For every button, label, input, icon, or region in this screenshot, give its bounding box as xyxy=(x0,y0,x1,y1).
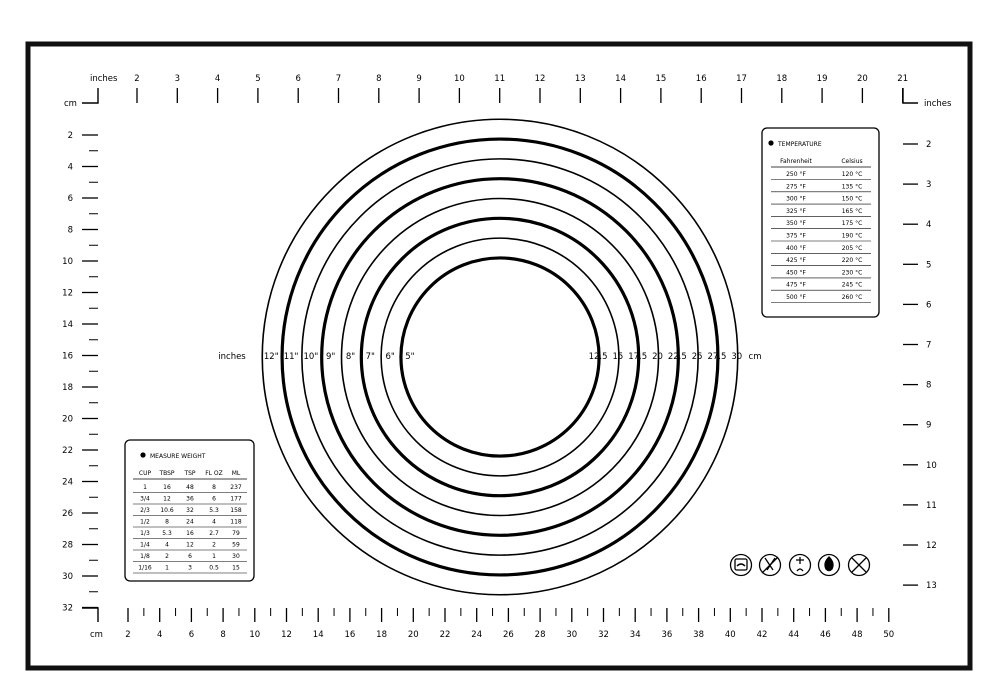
left-ruler-label: 28 xyxy=(62,540,73,551)
left-unit-label: cm xyxy=(64,99,77,109)
measure-cell: 36 xyxy=(186,495,194,503)
top-ruler-label: 10 xyxy=(453,74,465,84)
right-ruler-label: 6 xyxy=(926,300,932,311)
measure-cell: 1/2 xyxy=(140,518,150,526)
measure-cell: 6 xyxy=(212,495,216,503)
bottom-ruler-label: 36 xyxy=(661,630,673,640)
measure-cell: 3/4 xyxy=(140,495,150,503)
temperature-celsius: 190 °C xyxy=(841,232,863,240)
measure-cell: 15 xyxy=(232,564,240,572)
measure-cell: 79 xyxy=(232,530,240,537)
left-ruler-label: 18 xyxy=(62,383,73,393)
top-ruler-label: 11 xyxy=(494,74,506,84)
measure-cell: 12 xyxy=(186,541,194,549)
measure-cell: 177 xyxy=(230,495,242,503)
measure-cell: 2 xyxy=(212,541,216,549)
temperature-celsius: 135 °C xyxy=(841,183,863,191)
circle-cm-label: 27.5 xyxy=(707,352,727,362)
top-ruler-label: 14 xyxy=(615,74,627,84)
temperature-fahrenheit: 300 °F xyxy=(786,195,806,203)
right-ruler-label: 7 xyxy=(926,340,932,351)
temperature-fahrenheit: 425 °F xyxy=(786,257,806,265)
measure-cell: 12 xyxy=(163,495,171,503)
top-ruler-label: 18 xyxy=(776,74,788,84)
left-ruler-label: 2 xyxy=(67,131,73,141)
right-ruler-label: 3 xyxy=(926,180,932,191)
left-ruler-label: 30 xyxy=(62,572,73,582)
left-ruler-label: 24 xyxy=(62,477,73,488)
circle-inch-label: 11" xyxy=(283,352,299,362)
measure-cell: 16 xyxy=(163,484,171,491)
measure-cell: 158 xyxy=(230,507,242,514)
left-ruler-label: 10 xyxy=(62,257,73,267)
top-ruler-label: 7 xyxy=(335,74,342,84)
measure-cell: 2 xyxy=(165,553,169,560)
bottom-ruler-label: 42 xyxy=(756,630,768,640)
temperature-celsius: 150 °C xyxy=(841,195,863,203)
temperature-fahrenheit: 325 °F xyxy=(786,207,806,215)
bottom-ruler-label: 40 xyxy=(724,630,736,640)
left-ruler-label: 16 xyxy=(62,351,73,362)
top-ruler-label: 16 xyxy=(695,74,707,84)
bottom-ruler-label: 34 xyxy=(629,630,641,640)
temperature-celsius: 260 °C xyxy=(841,294,863,301)
bottom-ruler-label: 48 xyxy=(851,630,863,640)
circle-inch-label: 12" xyxy=(263,352,279,362)
temperature-fahrenheit: 350 °F xyxy=(786,220,806,228)
temperature-celsius: 120 °C xyxy=(841,171,863,178)
top-ruler-label: 9 xyxy=(416,74,422,84)
bottom-ruler-label: 38 xyxy=(693,630,705,640)
temperature-header: Celsius xyxy=(841,158,863,165)
measure-cell: 59 xyxy=(232,541,240,549)
top-ruler-label: 6 xyxy=(295,74,301,84)
measure-cell: 32 xyxy=(186,507,194,514)
measure-cell: 1/3 xyxy=(140,530,150,537)
measure-header: TSP xyxy=(184,470,196,477)
bottom-ruler-label: 14 xyxy=(312,630,324,640)
measure-cell: 1/8 xyxy=(140,553,150,560)
bottom-ruler-label: 20 xyxy=(407,630,419,640)
temperature-fahrenheit: 500 °F xyxy=(786,294,806,301)
left-ruler-label: 20 xyxy=(62,414,73,425)
temperature-fahrenheit: 475 °F xyxy=(786,281,806,289)
measure-cell: 1 xyxy=(143,484,147,491)
measure-bullet-icon xyxy=(140,452,145,457)
circle-inch-label: 10" xyxy=(303,352,319,362)
bottom-ruler-label: 6 xyxy=(188,630,195,640)
bottom-ruler-label: 2 xyxy=(125,630,131,640)
left-ruler-label: 14 xyxy=(62,320,73,330)
bottom-ruler-label: 12 xyxy=(281,630,292,640)
top-ruler-label: 2 xyxy=(134,74,140,84)
temperature-celsius: 230 °C xyxy=(841,269,863,277)
bottom-ruler-label: 4 xyxy=(156,630,163,640)
measure-cell: 4 xyxy=(165,541,169,549)
temperature-celsius: 220 °C xyxy=(841,257,863,265)
top-unit-label: inches xyxy=(90,74,118,84)
measure-cell: 1/4 xyxy=(140,541,150,549)
measure-header: CUP xyxy=(138,470,152,477)
top-ruler-label: 5 xyxy=(255,74,261,84)
circle-inches-unit: inches xyxy=(218,352,246,362)
bottom-ruler-label: 8 xyxy=(220,630,226,640)
measure-cell: 3 xyxy=(188,564,192,572)
left-ruler-label: 12 xyxy=(62,288,73,299)
measure-cell: 2.7 xyxy=(209,530,219,537)
measure-cell: 5.3 xyxy=(162,530,172,537)
circle-cm-label: 30 xyxy=(731,352,743,362)
bottom-ruler-label: 32 xyxy=(598,630,609,640)
left-ruler-label: 8 xyxy=(67,225,73,236)
measure-cell: 30 xyxy=(232,553,240,560)
measure-header: FL OZ xyxy=(205,470,223,477)
bottom-ruler-label: 24 xyxy=(471,630,483,640)
top-ruler-label: 15 xyxy=(655,74,667,84)
bottom-ruler-label: 16 xyxy=(344,630,356,640)
temperature-celsius: 165 °C xyxy=(841,207,863,215)
bottom-ruler-label: 28 xyxy=(534,630,546,640)
bottom-ruler-label: 18 xyxy=(376,630,388,640)
measure-header: TBSP xyxy=(159,470,175,477)
temperature-celsius: 205 °C xyxy=(841,244,863,252)
left-ruler-label: 22 xyxy=(62,446,73,456)
top-ruler-label: 20 xyxy=(856,74,868,84)
circle-cm-label: 15 xyxy=(612,352,624,362)
top-ruler-label: 4 xyxy=(214,74,221,84)
right-unit-label: inches xyxy=(924,99,952,109)
temperature-fahrenheit: 250 °F xyxy=(786,171,806,178)
measure-cell: 8 xyxy=(212,484,216,491)
temperature-fahrenheit: 275 °F xyxy=(786,183,806,191)
temperature-celsius: 175 °C xyxy=(841,220,863,228)
circle-cm-label: 25 xyxy=(691,352,703,362)
measure-cell: 2/3 xyxy=(140,507,150,514)
circle-inch-label: 7" xyxy=(365,352,375,362)
bottom-ruler-label: 46 xyxy=(819,630,831,640)
circle-cm-label: 12.5 xyxy=(588,352,608,362)
measure-cell: 10.6 xyxy=(160,507,174,514)
left-ruler-label: 32 xyxy=(62,603,73,614)
top-ruler-label: 13 xyxy=(574,74,586,84)
top-ruler-label: 17 xyxy=(736,74,747,84)
circle-inch-label: 8" xyxy=(345,352,356,362)
temperature-header: Fahrenheit xyxy=(780,158,812,165)
measure-cell: 16 xyxy=(186,530,194,537)
measure-cell: 0.5 xyxy=(209,564,219,572)
temperature-fahrenheit: 400 °F xyxy=(786,244,806,252)
right-ruler-label: 8 xyxy=(926,380,932,391)
temperature-bullet-icon xyxy=(768,140,773,145)
measure-weight-table xyxy=(125,440,254,581)
measure-cell: 5.3 xyxy=(209,507,219,514)
measure-cell: 6 xyxy=(188,553,192,560)
top-ruler-label: 3 xyxy=(174,74,181,84)
right-ruler-label: 10 xyxy=(926,460,937,471)
bottom-ruler-label: 50 xyxy=(883,630,895,640)
top-ruler-label: 12 xyxy=(534,74,546,84)
measure-cell: 1 xyxy=(212,553,216,560)
top-ruler-label: 8 xyxy=(376,74,382,84)
measure-cell: 4 xyxy=(212,518,216,526)
bottom-ruler-label: 22 xyxy=(439,630,451,640)
measure-cell: 24 xyxy=(186,518,194,526)
temperature-fahrenheit: 450 °F xyxy=(786,269,806,277)
bottom-unit-label: cm xyxy=(90,630,103,640)
circle-inch-label: 5" xyxy=(405,352,415,362)
left-ruler-label: 26 xyxy=(62,509,73,519)
measure-cell: 1 xyxy=(165,564,169,572)
top-ruler-label: 19 xyxy=(816,74,828,84)
right-ruler-label: 4 xyxy=(926,220,932,231)
bottom-ruler-label: 30 xyxy=(566,630,578,640)
measure-header: ML xyxy=(231,470,241,477)
bottom-ruler-label: 26 xyxy=(502,630,514,640)
measure-cell: 48 xyxy=(186,484,194,491)
measure-cell: 118 xyxy=(230,518,242,526)
measure-title: MEASURE WEIGHT xyxy=(150,453,206,460)
right-ruler-label: 11 xyxy=(926,500,937,511)
left-ruler-label: 6 xyxy=(67,194,73,204)
circle-inch-label: 9" xyxy=(326,352,336,362)
right-ruler-label: 13 xyxy=(926,581,937,592)
top-ruler-label: 21 xyxy=(897,74,909,84)
circle-cm-unit: cm xyxy=(748,352,762,362)
circle-cm-label: 22.5 xyxy=(667,352,687,362)
temperature-table xyxy=(762,128,879,317)
left-ruler-label: 4 xyxy=(67,162,73,173)
measure-cell: 1/16 xyxy=(138,564,152,572)
circle-inch-label: 6" xyxy=(385,352,395,362)
measure-cell: 8 xyxy=(165,518,169,526)
temperature-title: TEMPERATURE xyxy=(778,141,822,148)
temperature-fahrenheit: 375 °F xyxy=(786,232,806,240)
bottom-ruler-label: 44 xyxy=(788,630,800,640)
measure-cell: 237 xyxy=(230,484,242,491)
circle-cm-label: 17.5 xyxy=(628,352,648,362)
right-ruler-label: 5 xyxy=(926,260,932,271)
right-ruler-label: 9 xyxy=(926,420,932,431)
bottom-ruler-label: 10 xyxy=(249,630,261,640)
right-ruler-label: 12 xyxy=(926,541,937,551)
right-ruler-label: 2 xyxy=(926,140,932,150)
circle-cm-label: 20 xyxy=(652,352,663,362)
temperature-celsius: 245 °C xyxy=(841,281,863,289)
